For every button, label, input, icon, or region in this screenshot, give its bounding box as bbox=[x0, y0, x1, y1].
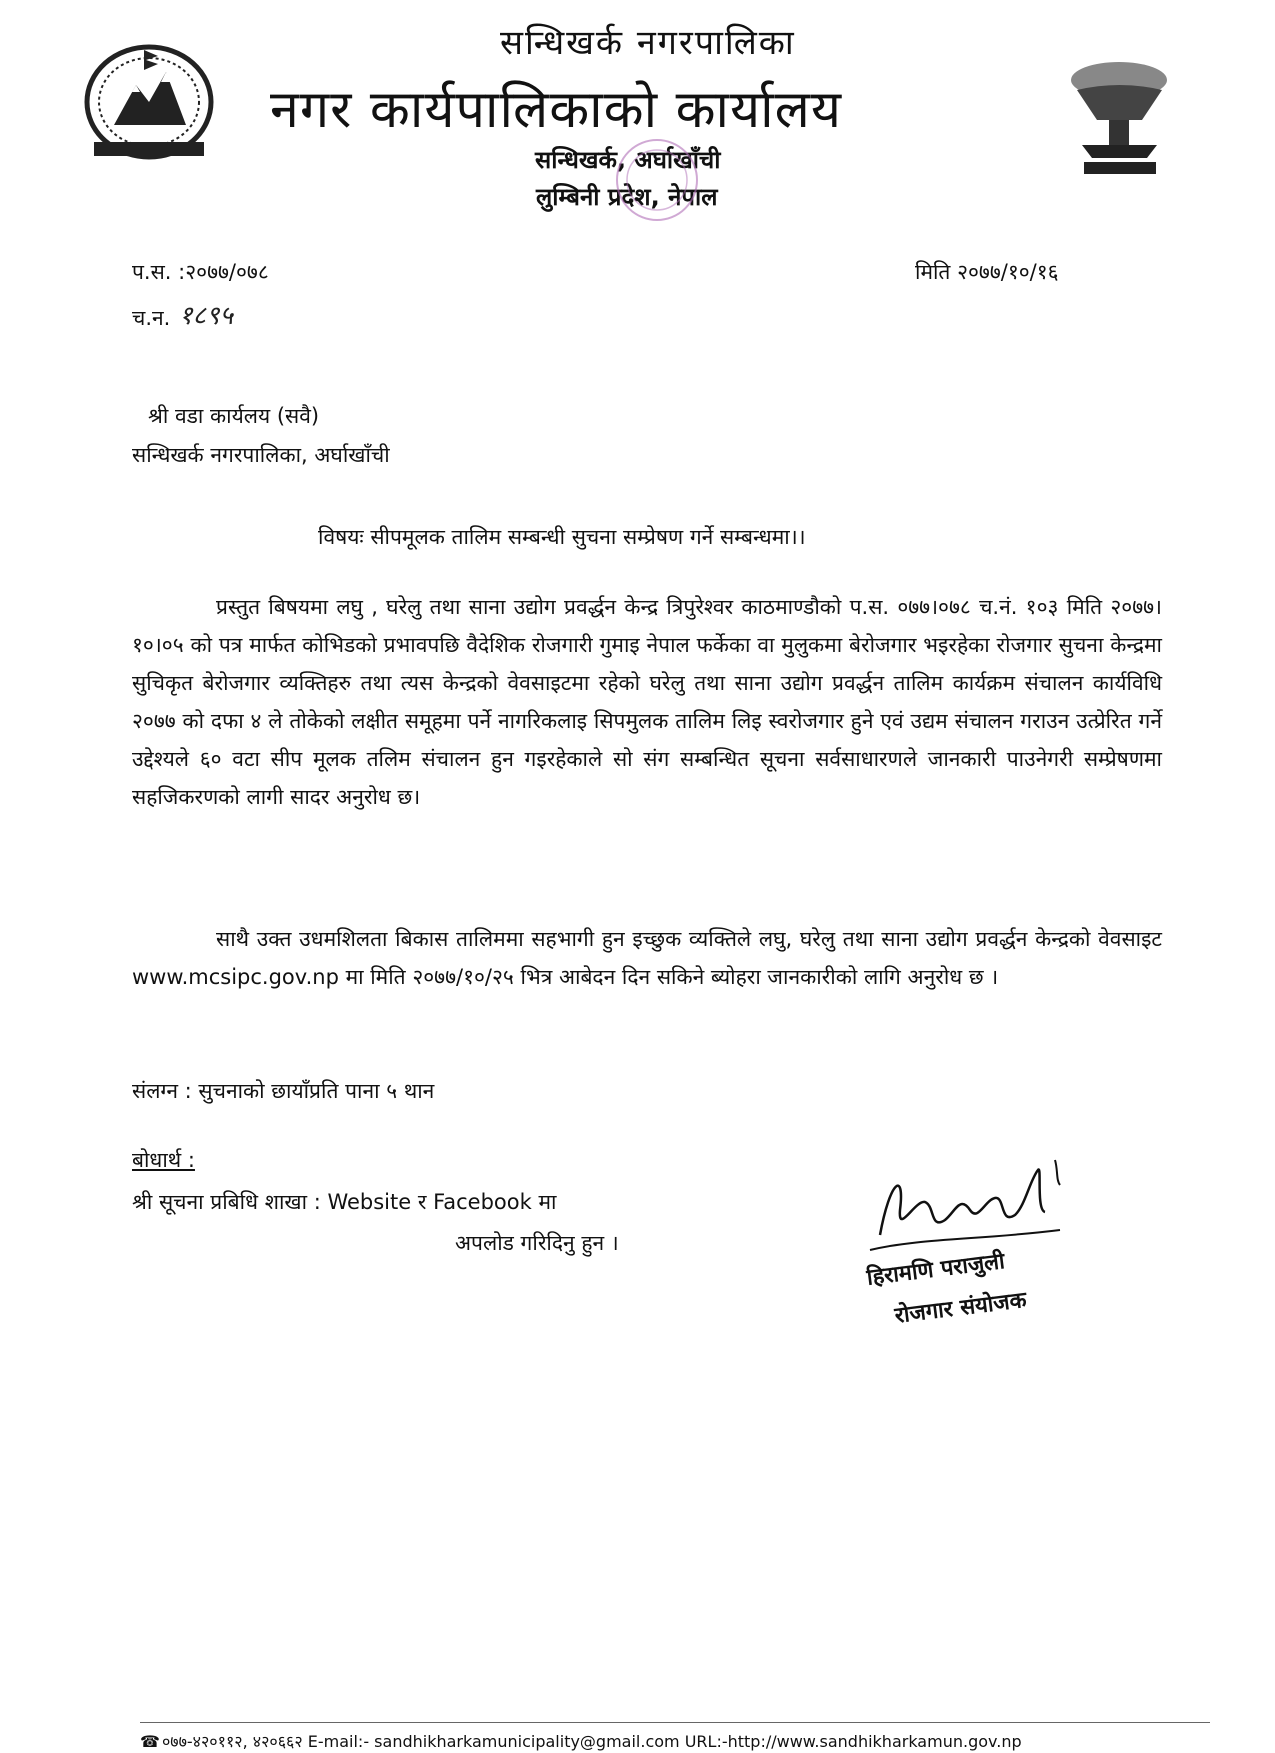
body-paragraph-2: साथै उक्त उधमशिलता बिकास तालिममा सहभागी हुन इच्छुक व्यक्तिले लघु, घरेलु तथा साना उद्योग प्रवर्द्धन केन्द्रको वेवसाइट www.mcsipc.gov.np मा मिति २०७७/१०/२५ भित्र आबेदन दिन सकिने ब्योहरा जानकारीको लागि अनुरोध छ । bbox=[132, 927, 1162, 989]
addressee-line-1: श्री वडा कार्यलय (सवै) bbox=[148, 404, 320, 428]
footer-divider bbox=[140, 1722, 1210, 1723]
dispatch-number: १८९५ bbox=[179, 301, 234, 331]
dispatch-label: च.न. bbox=[132, 306, 171, 330]
municipality-logo-icon bbox=[1062, 50, 1177, 180]
office-title: नगर कार्यपालिकाको कार्यालय bbox=[270, 80, 843, 140]
fiscal-year-reference: प.स. :२०७७/०७८ bbox=[132, 260, 269, 284]
signatory-title-stamp: रोजगार संयोजक bbox=[893, 1287, 1028, 1329]
attachment-note: संलग्न : सुचनाको छायाँप्रति पाना ५ थान bbox=[132, 1079, 435, 1103]
cc-heading: बोधार्थ : bbox=[132, 1148, 195, 1172]
address-line-2: लुम्बिनी प्रदेश, नेपाल bbox=[536, 183, 718, 211]
letter-subject: विषयः सीपमूलक तालिम सम्बन्धी सुचना सम्प्रेषण गर्ने सम्बन्धमा।। bbox=[318, 525, 806, 549]
address-line-1: सन्धिखर्क, अर्घाखाँची bbox=[535, 146, 721, 174]
nepal-emblem-icon bbox=[74, 30, 224, 170]
letter-date: मिति २०७७/१०/१६ bbox=[915, 260, 1059, 284]
phone-icon: ☎ bbox=[140, 1732, 160, 1751]
cc-line-1: श्री सूचना प्रबिधि शाखा : Website र Facebook मा bbox=[132, 1190, 557, 1214]
footer-contact bbox=[140, 1730, 1022, 1752]
cc-line-2: अपलोड गरिदिनु हुन । bbox=[455, 1231, 619, 1255]
addressee-line-2: सन्धिखर्क नगरपालिका, अर्घाखाँची bbox=[132, 443, 390, 467]
body-paragraph-1: प्रस्तुत बिषयमा लघु , घरेलु तथा साना उद्योग प्रवर्द्धन केन्द्र त्रिपुरेश्वर काठमाण्डौको प.स. ०७७।०७८ च.नं. १०३ मिति २०७७।१०।०५ को पत्र मार्फत कोभिडको प्रभावपछि वैदेशिक रोजगारी गुमाइ नेपाल फर्केका वा मुलुकमा बेरोजगार भइरहेका रोजगार सुचना केन्द्रमा सुचिकृत बेरोजगार व्यक्तिहरु तथा त्यस केन्द्रको वेवसाइटमा रहेको घरेलु तथा साना उद्योग प्रवर्द्धन तालिम कार्यक्रम संचालन कार्यविधि २०७७ को दफा ४ ले तोकेको लक्षीत समूहमा पर्ने नागरिकलाइ सिपमुलक तालिम लिइ स्वरोजगार हुने एवं उद्यम संचालन गराउन उत्प्रेरित गर्ने उद्देश्यले ६० वटा सीप मूलक तलिम संचालन हुन गइरहेकाले सो संग सम्बन्धित सूचना सर्वसाधारणले जानकारी पाउनेगरी सम्प्रेषणमा सहजिकरणको लागी सादर अनुरोध छ। bbox=[132, 595, 1162, 809]
footer-contact-text: ०७७-४२०११२, ४२०६६२ E-mail:- sandhikharkamunicipality@gmail.com URL:-http://www.sandhikharkamun.gov.np bbox=[161, 1732, 1022, 1751]
office-stamp-icon bbox=[612, 135, 702, 225]
signatory-name-stamp: हिरामणि पराजुली bbox=[865, 1249, 1007, 1291]
municipality-name: सन्धिखर्क नगरपालिका bbox=[500, 23, 796, 63]
